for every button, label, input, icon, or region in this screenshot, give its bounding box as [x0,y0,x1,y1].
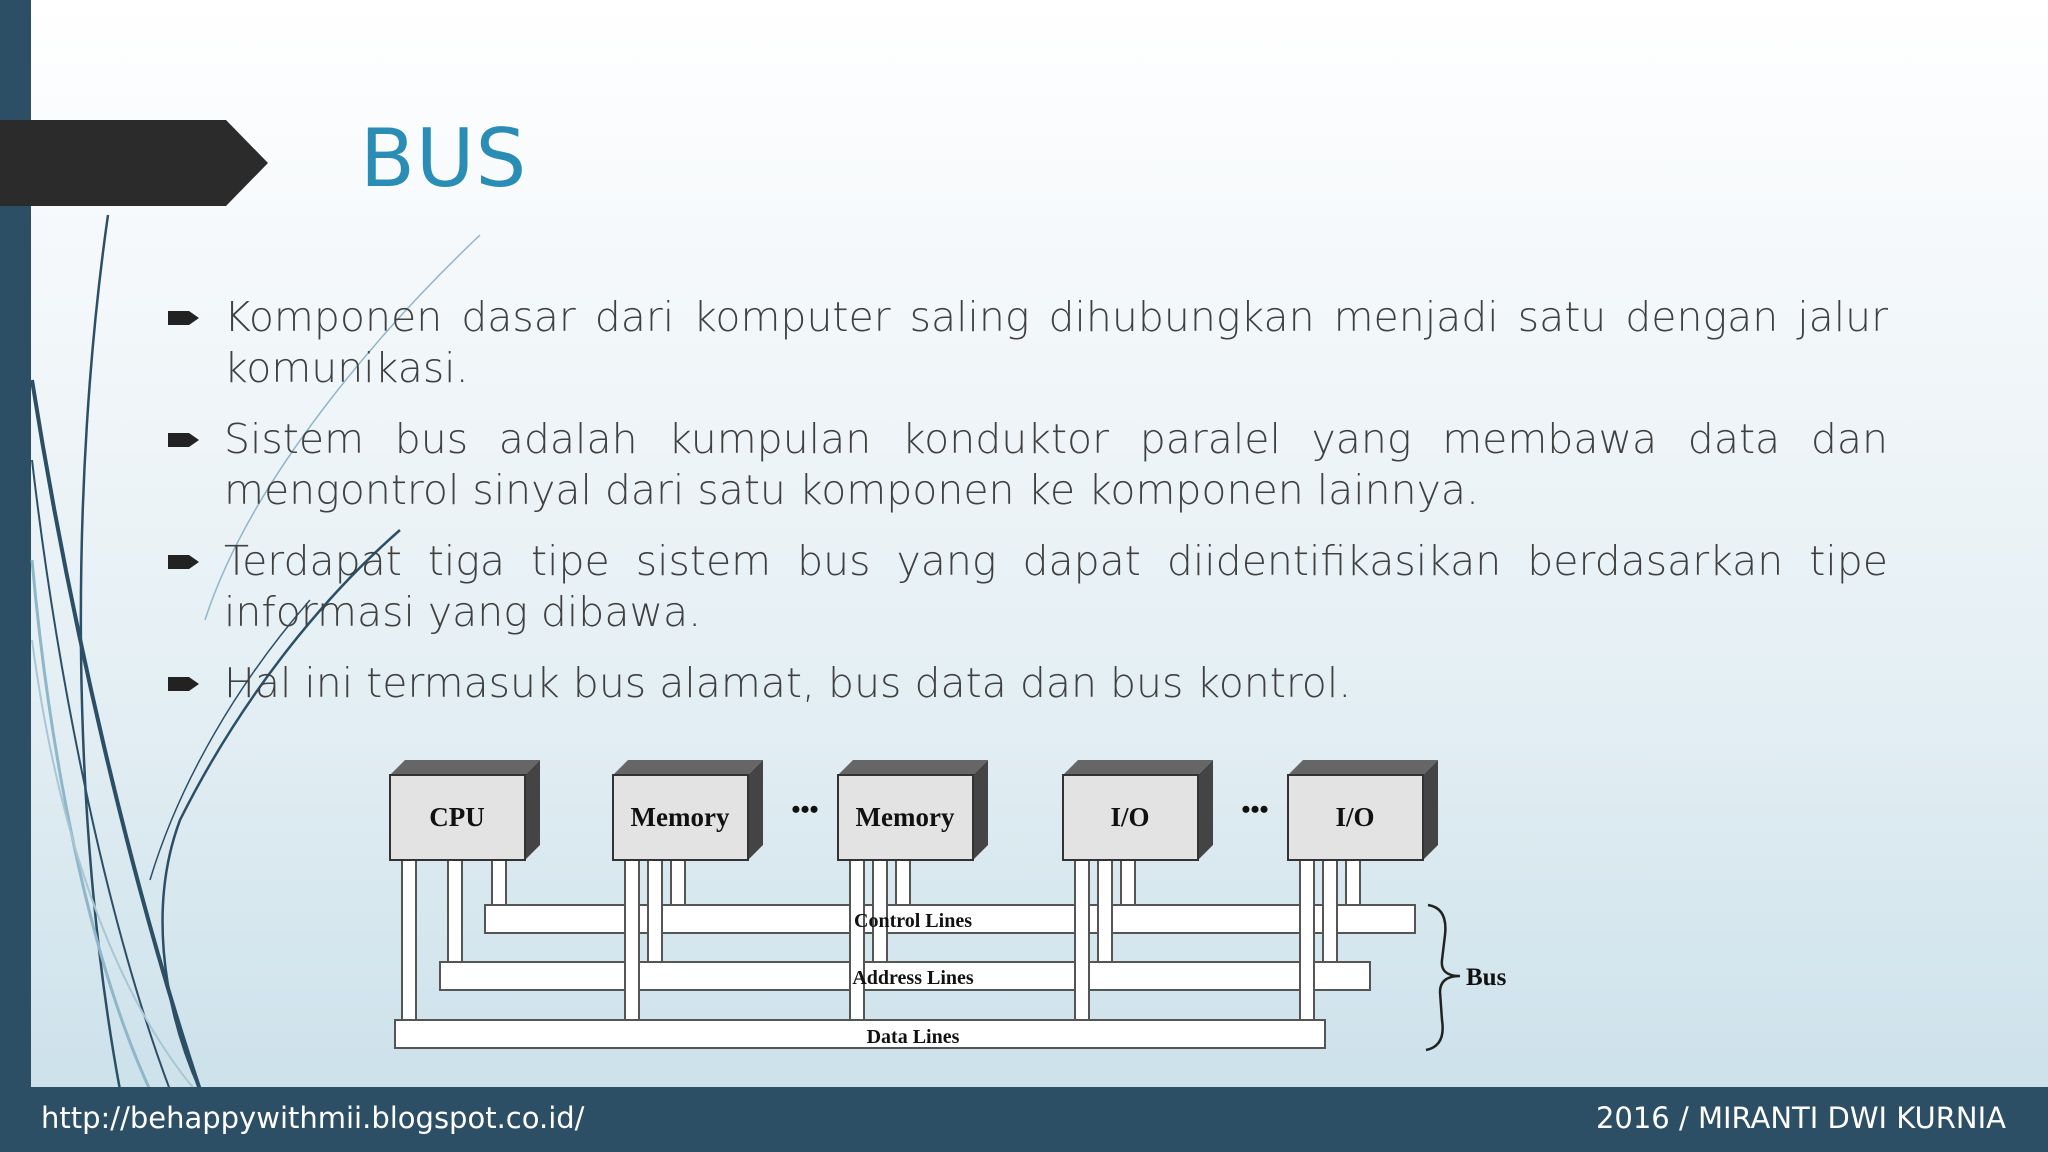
bullet-item [168,292,1888,394]
bullet-text: Komponen dasar dari komputer saling dihubungkan menjadi satu dengan jalur komunikasi. [224,293,1888,392]
ellipsis: ••• [791,795,819,824]
data-lines-label: Data Lines [866,1026,960,1048]
data-bus-strip [395,1020,1325,1048]
bus-label: Bus [1466,964,1507,991]
memory-label: Memory [855,802,955,832]
arrow-bullet-icon [168,552,200,572]
bullet-item [168,536,1888,638]
cpu-box [390,760,540,860]
io-box-2 [1288,760,1438,860]
footer-bar [31,1087,2048,1152]
bus-connectors [402,860,1360,1020]
footer-url[interactable]: http://behappywithmii.blogspot.co.id/ [41,1101,585,1135]
bullet-text: Sistem bus adalah kumpulan konduktor paralel yang membawa data dan mengontrol sinyal dari satu komponen ke komponen lainnya. [224,415,1888,514]
bullet-list [168,292,1888,729]
control-lines-label: Control Lines [854,910,972,932]
bus-brace [1426,905,1460,1050]
memory-box-2 [838,760,988,860]
arrow-bullet-icon [168,430,200,450]
footer-credit: 2016 / MIRANTI DWI KURNIA [1595,1101,2006,1135]
arrow-bullet-icon [168,308,200,328]
bullet-text: Terdapat tiga tipe sistem bus yang dapat diidentifikasikan berdasarkan tipe informasi yang dibawa. [224,537,1888,636]
bullet-item [168,658,1888,709]
io-label: I/O [1110,802,1150,832]
io-box-1 [1063,760,1213,860]
address-lines-label: Address Lines [852,967,974,989]
title-arrow-tab [0,120,270,206]
slide-title: BUS [360,112,528,205]
bullet-item [168,414,1888,516]
io-label: I/O [1335,802,1375,832]
arrow-bullet-icon [168,674,200,694]
bus-diagram [380,750,1530,1060]
ellipsis: ••• [1241,795,1269,824]
cpu-label: CPU [429,802,485,832]
memory-label: Memory [630,802,730,832]
memory-box-1 [613,760,763,860]
bullet-text: Hal ini termasuk bus alamat, bus data dan bus kontrol. [224,659,1352,707]
